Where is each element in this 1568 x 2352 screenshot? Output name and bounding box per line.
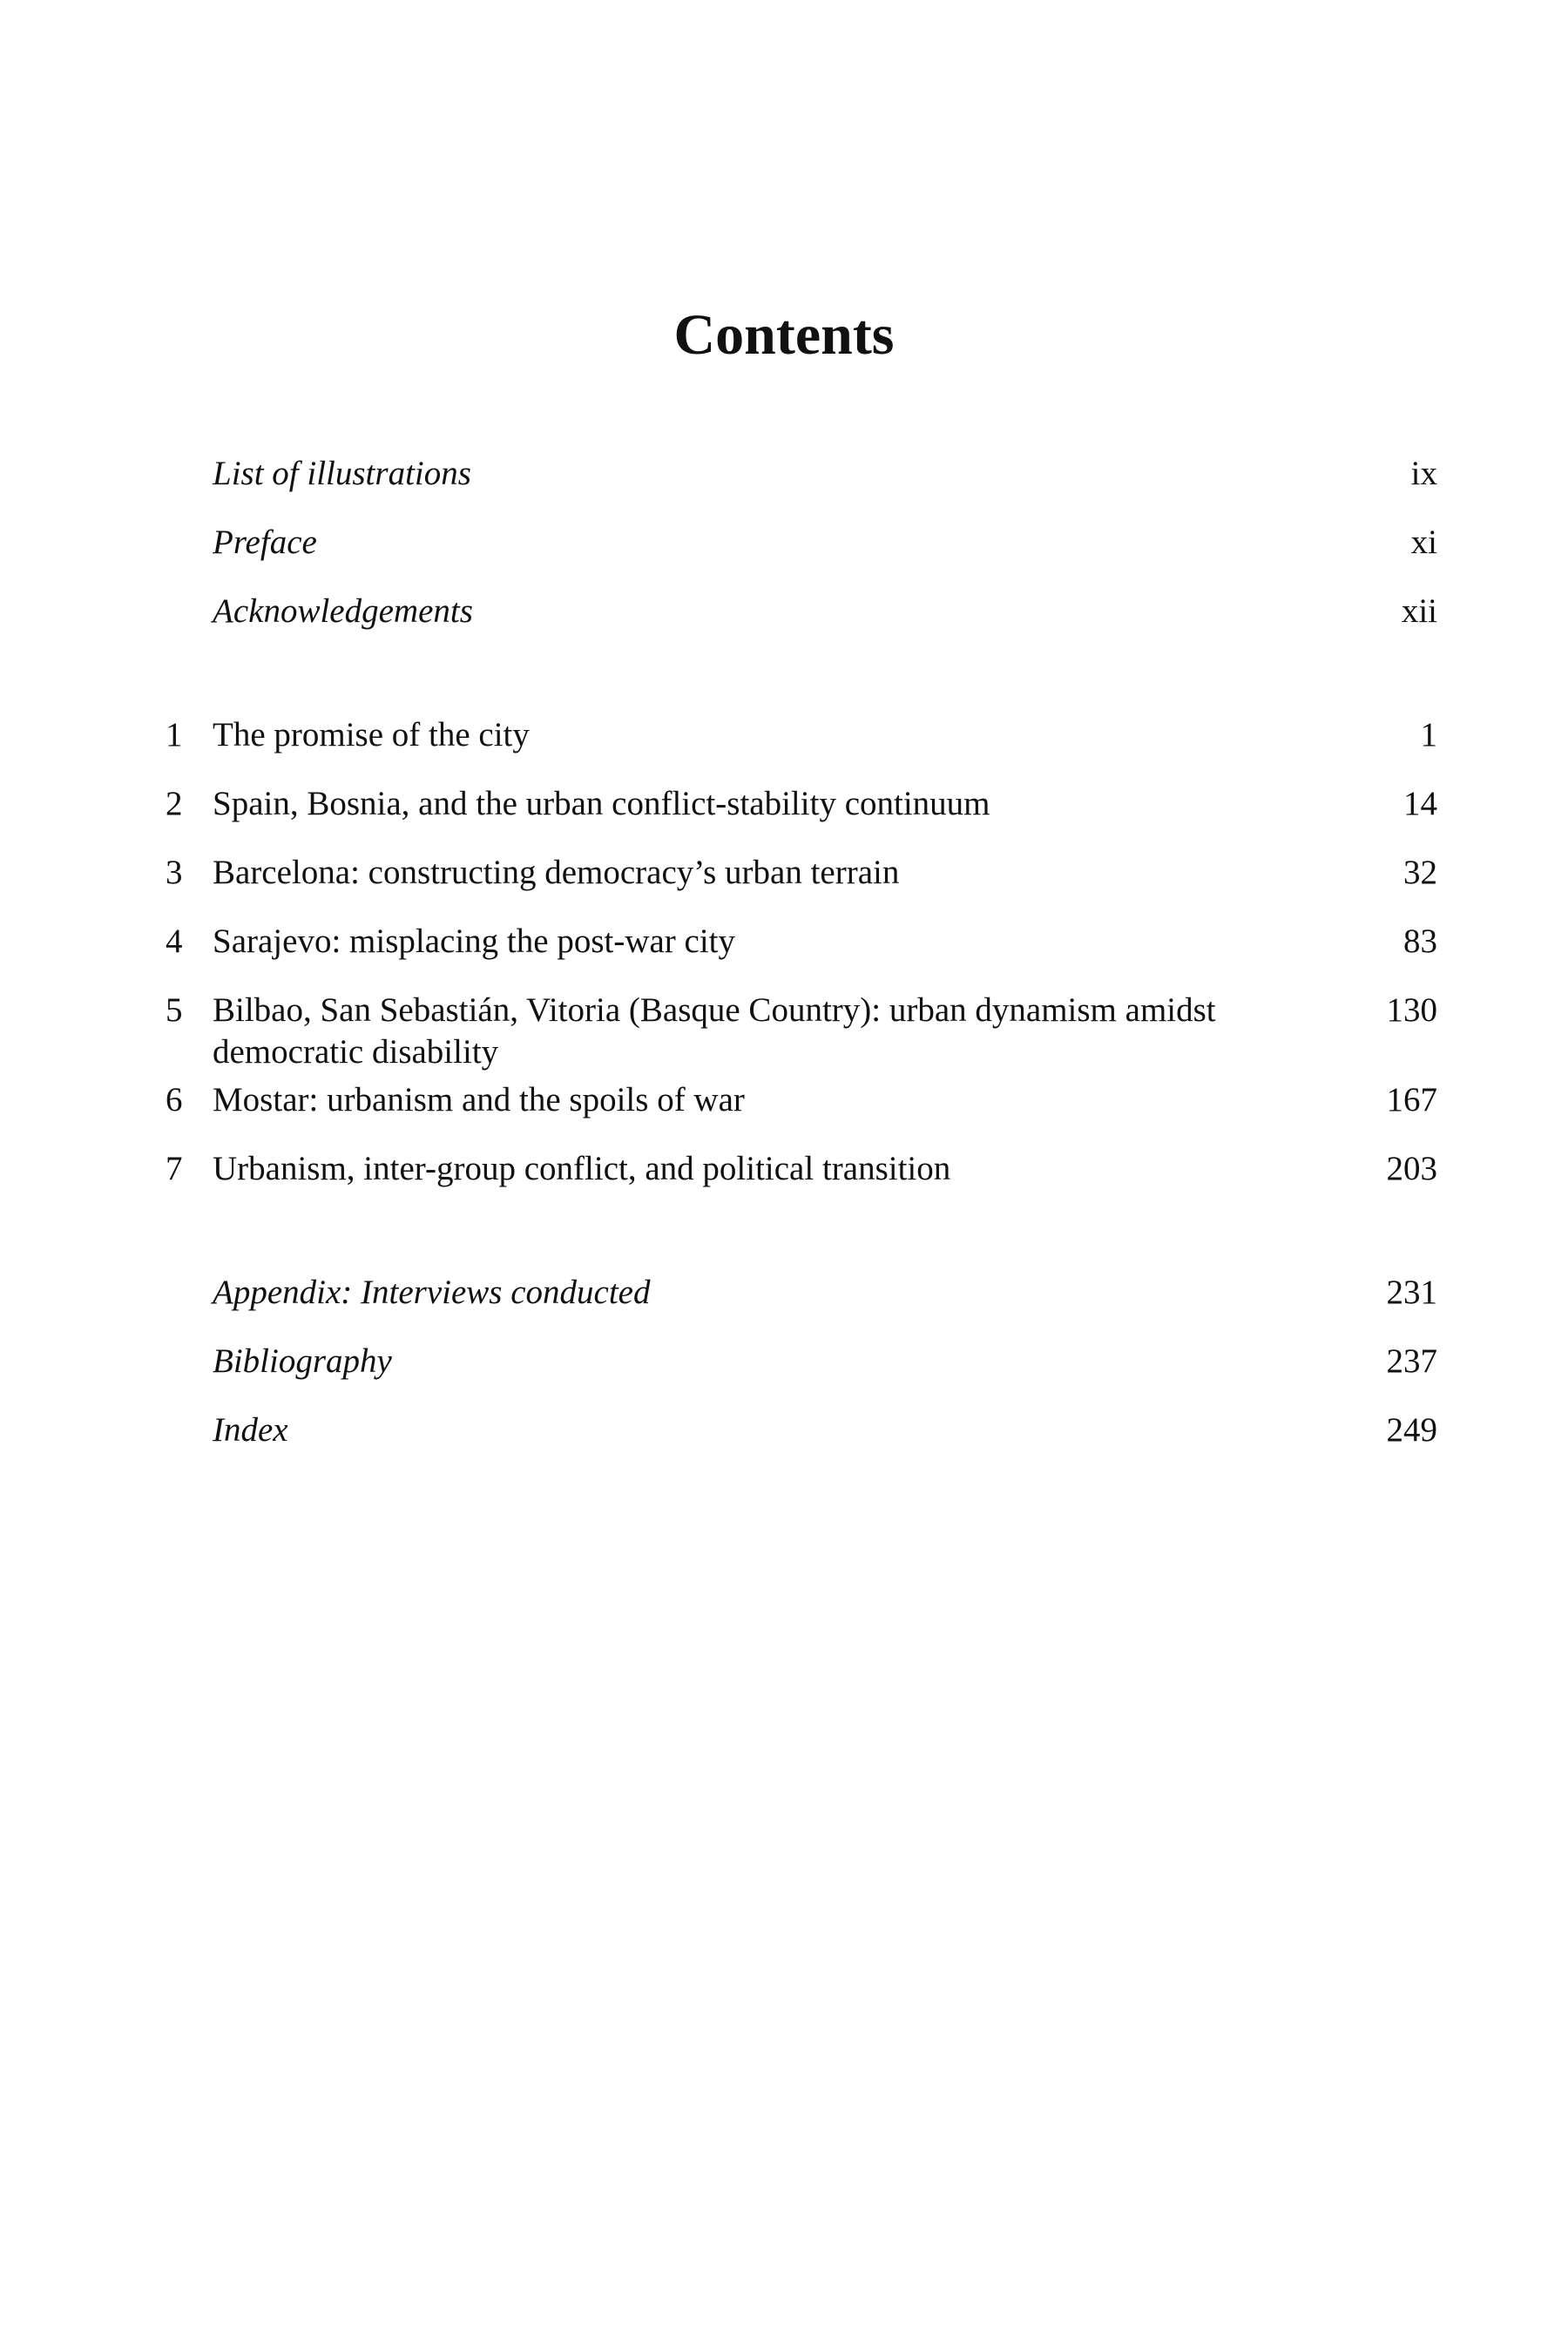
chapter-title: Bilbao, San Sebastián, Vitoria (Basque Country): urban dynamism amidst democratic disability xyxy=(213,991,1216,1071)
chapter-page: 1 xyxy=(1420,716,1437,754)
chapter-title: Spain, Bosnia, and the urban conflict-stability continuum xyxy=(213,785,990,822)
chapter-title: Barcelona: constructing democracy’s urban terrain xyxy=(213,854,900,891)
toc-entry-title: Acknowledgements xyxy=(213,592,473,630)
chapter-title: The promise of the city xyxy=(213,716,530,754)
chapter-page: 14 xyxy=(1403,785,1437,822)
page-title: Contents xyxy=(673,303,895,367)
chapter-number: 5 xyxy=(166,991,183,1029)
toc-entry-title: Appendix: Interviews conducted xyxy=(213,1274,651,1311)
chapter-page: 203 xyxy=(1386,1150,1437,1187)
chapter-page: 130 xyxy=(1386,991,1437,1029)
chapter-number: 4 xyxy=(166,923,183,960)
chapter-number: 3 xyxy=(166,854,183,891)
toc-entry-title: Index xyxy=(213,1411,288,1449)
toc-entry-page: 237 xyxy=(1386,1342,1437,1380)
chapter-page: 32 xyxy=(1403,854,1437,891)
chapter-number: 6 xyxy=(166,1081,183,1119)
chapter-number: 1 xyxy=(166,716,183,754)
toc-entry-title: Preface xyxy=(213,524,317,561)
chapter-number: 2 xyxy=(166,785,183,822)
chapter-title: Mostar: urbanism and the spoils of war xyxy=(213,1081,745,1119)
chapter-title: Sarajevo: misplacing the post-war city xyxy=(213,923,736,960)
toc-entry-page: 231 xyxy=(1386,1274,1437,1311)
chapter-page: 167 xyxy=(1386,1081,1437,1119)
toc-entry-page: 249 xyxy=(1386,1411,1437,1449)
chapter-title: Urbanism, inter-group conflict, and political transition xyxy=(213,1150,951,1187)
chapter-page: 83 xyxy=(1403,923,1437,960)
toc-entry-title: Bibliography xyxy=(213,1342,392,1380)
toc-entry-page: xi xyxy=(1410,524,1437,561)
toc-entry-page: xii xyxy=(1401,592,1437,630)
toc-entry-title: List of illustrations xyxy=(213,455,471,492)
chapter-number: 7 xyxy=(166,1150,183,1187)
toc-entry-page: ix xyxy=(1410,455,1437,492)
